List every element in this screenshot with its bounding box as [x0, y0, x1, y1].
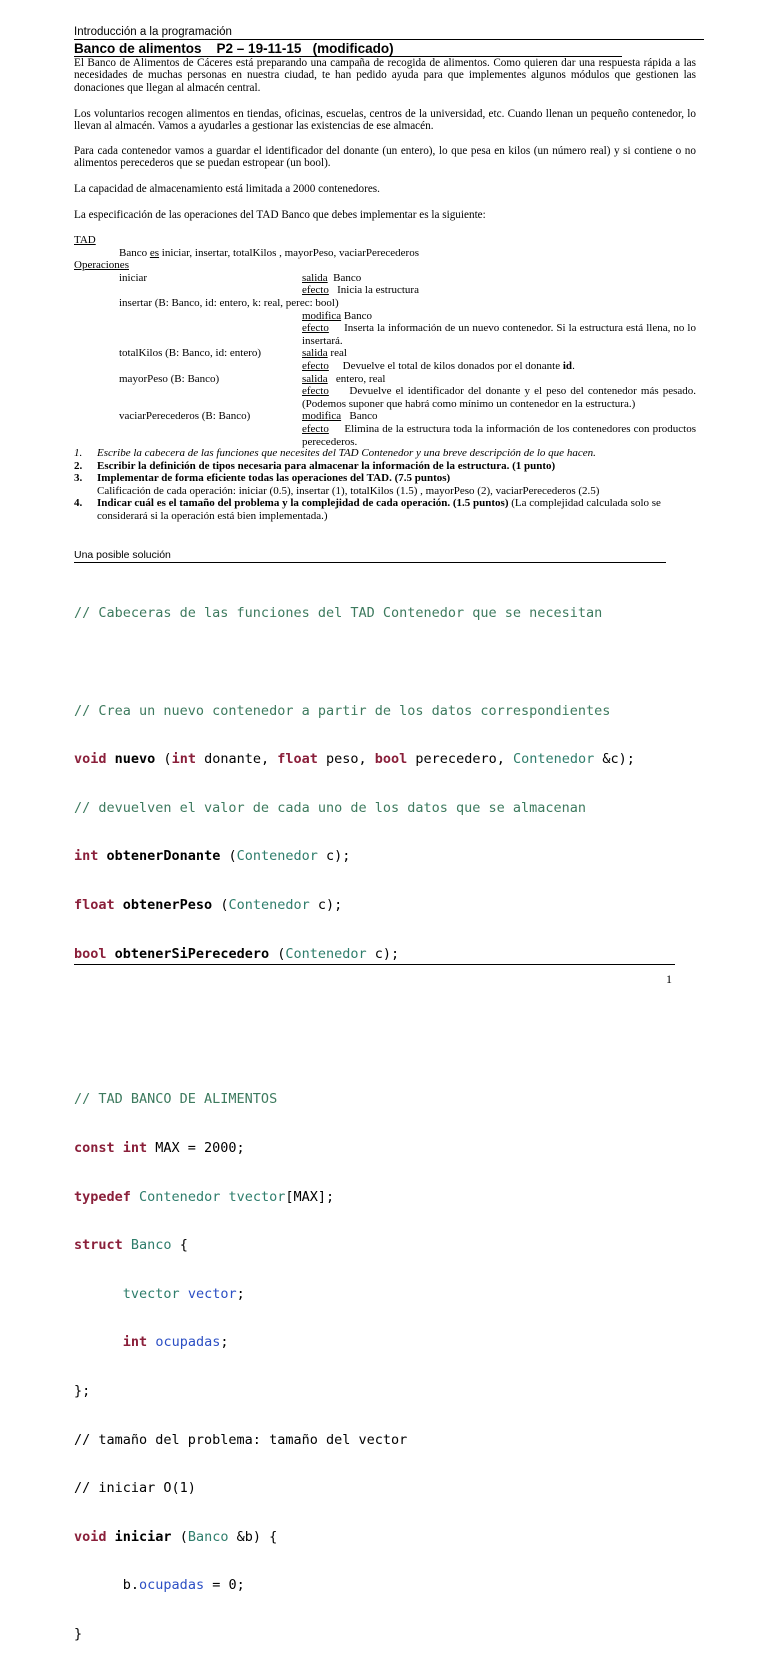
op-key: salida: [302, 347, 328, 360]
op-key: salida: [302, 271, 328, 284]
op-signature: iniciar: [119, 271, 148, 284]
op-effect-param: id: [562, 359, 573, 372]
code-text: b.: [122, 1577, 140, 1594]
code-text: = 0;: [204, 1577, 245, 1594]
code-type: Contenedor tvector: [139, 1188, 286, 1205]
op-signature: mayorPeso (B: Banco): [119, 372, 220, 385]
op-signature: insertar (B: Banco, id: entero, k: real, perec: bool): [119, 296, 339, 309]
op-effect: Inserta la información de un nuevo contenedor. Si la estructura está llena, no lo insertará.: [302, 322, 696, 347]
code-text: (: [155, 751, 172, 768]
code-keyword: const int: [74, 1139, 148, 1156]
task-subtext: Calificación de cada operación: iniciar (0.5), insertar (1), totalKilos (1.5) , mayorPeso (2), vaciarPerecederos (2.5): [97, 484, 600, 497]
op-effect-end: .: [572, 359, 575, 372]
code-type: Banco: [130, 1237, 172, 1254]
code-type: tvector: [122, 1285, 180, 1302]
running-head: Introducción a la programación: [74, 26, 704, 40]
op-value: real: [330, 347, 347, 360]
code-text: }: [74, 1625, 83, 1642]
task-list: [74, 447, 700, 523]
task-item: [74, 460, 700, 473]
task-text: Escribe la cabecera de las funciones que necesites del TAD Contenedor y una breve descripción de lo que hacen.: [97, 447, 596, 459]
code-function-name: nuevo: [114, 751, 156, 768]
tad-label: TAD: [74, 234, 96, 246]
task-text-note: (La complejidad calculada solo se considerará si la operación está bien implementada.): [97, 497, 661, 522]
code-keyword: float: [74, 896, 115, 913]
code-comment: // Crea un nuevo contenedor a partir de los datos correspondientes: [74, 702, 611, 719]
op-key: modifica: [302, 309, 342, 322]
op-signature: totalKilos (B: Banco, id: entero): [119, 347, 262, 360]
footer-rule: [74, 964, 675, 965]
code-comment: // devuelven el valor de cada uno de los datos que se almacenan: [74, 799, 587, 816]
code-type: Contenedor: [285, 945, 367, 962]
es-keyword: es: [149, 246, 160, 259]
code-text: peso,: [317, 751, 375, 768]
code-text: c);: [309, 896, 343, 913]
op-key: efecto: [302, 385, 329, 398]
intro-paragraph-4: La capacidad de almacenamiento está limitada a 2000 contenedores.: [74, 183, 380, 195]
solution-heading: Una posible solución: [74, 549, 666, 563]
code-keyword: int: [122, 1334, 148, 1351]
op-effect: Elimina de la estructura toda la información de los contenedores con productos perecederos.: [302, 422, 697, 448]
op-value: Banco: [349, 410, 378, 423]
code-text: donante,: [195, 751, 278, 768]
code-keyword: bool: [374, 751, 408, 768]
code-text: c);: [317, 848, 351, 865]
op-key: modifica: [302, 410, 342, 423]
intro-paragraph-3: Para cada contenedor vamos a guardar el identificador del donante (un entero), lo que pesa en kilos (un número real) y si contiene o no alimentos perecederos que se puedan estropear (un bool).: [74, 145, 696, 170]
task-number: 2.: [74, 459, 83, 472]
code-keyword: int: [74, 848, 99, 865]
task-number: 4.: [74, 497, 83, 510]
op-key: salida: [302, 372, 328, 385]
code-type: Contenedor: [512, 751, 595, 768]
code-function-name: obtenerDonante: [106, 848, 221, 865]
intro-paragraph-1: El Banco de Alimentos de Cáceres está preparando una campaña de recogida de alimentos. Como quieren dar una respuesta rápida a las necesidades de muchas personas en nuestra ciudad, te han pedido ayuda para que implementes algunos módulos que gestionen las donaciones que llegan al almacén central.: [74, 57, 696, 94]
code-keyword: bool: [74, 945, 107, 962]
code-block: // Cabeceras de las funciones del TAD Contenedor que se necesitan // Crea un nuevo contenedor a partir de los datos correspondientes void nuevo (int donante, float peso, bool perecedero, Contenedor &c); // devuelven el valor de cada uno de los datos que se almacenan int obtenerDonante (Contenedor c); float obtenerPeso (Contenedor c); bool obtenerSiPerecedero (Contenedor c); // TAD BANCO DE ALIMENTOS const int MAX = 2000; typedef Contenedor tvector[MAX]; struct Banco { tvector vector; int ocupadas; }; // tamaño del problema: tamaño del vector // iniciar O(1) void iniciar (Banco &b) { b.ocupadas = 0; }: [74, 605, 635, 1642]
op-effect: Devuelve el identificador del donante y el peso del contenedor más pesado. (Podemos suponer que habrá como mínimo un contenedor en la estructura.): [302, 385, 697, 410]
code-comment: // TAD BANCO DE ALIMENTOS: [74, 1091, 278, 1108]
code-text: MAX = 2000;: [147, 1139, 245, 1156]
code-comment: // iniciar O(1): [74, 1480, 196, 1497]
code-function-name: obtenerPeso: [122, 896, 213, 913]
op-value: entero, real: [335, 372, 386, 385]
op-key: efecto: [302, 322, 329, 335]
code-keyword: void: [74, 1528, 107, 1545]
code-field: vector: [187, 1285, 237, 1302]
banco-name: Banco: [119, 246, 148, 259]
task-text: Implementar de forma eficiente todas las operaciones del TAD. (7.5 puntos): [97, 472, 451, 485]
code-keyword: typedef: [74, 1188, 131, 1205]
code-function-name: iniciar: [114, 1528, 172, 1545]
intro-paragraph-2: Los voluntarios recogen alimentos en tiendas, oficinas, escuelas, centros de la universidad, etc. Cuando llenan un pequeño contenedor, lo llevan al almacén. Vamos a ayudarles a gestionar las existencias de ese almacén.: [74, 108, 696, 133]
op-key: efecto: [302, 284, 329, 297]
task-item: [74, 472, 700, 497]
code-type: Banco: [187, 1528, 229, 1545]
code-field: ocupadas: [155, 1334, 221, 1351]
code-field: ocupadas: [139, 1577, 205, 1594]
task-text: Indicar cuál es el tamaño del problema y la complejidad de cada operación. (1.5 puntos): [97, 497, 509, 510]
tad-definition: [119, 247, 419, 260]
operaciones-label: Operaciones: [74, 259, 129, 272]
op-key: efecto: [302, 359, 329, 372]
task-number: 3.: [74, 472, 83, 485]
code-keyword: float: [277, 751, 318, 768]
code-text: {: [171, 1237, 188, 1254]
code-text: &b) {: [228, 1528, 278, 1545]
code-text: perecedero,: [407, 751, 513, 768]
code-text: [MAX];: [285, 1188, 335, 1205]
banco-operations-list: iniciar, insertar, totalKilos , mayorPeso, vaciarPerecederos: [161, 246, 420, 259]
code-keyword: void: [74, 751, 107, 768]
code-function-name: obtenerSiPerecedero: [114, 945, 270, 962]
op-effect: Inicia la estructura: [337, 284, 419, 297]
task-number: 1.: [74, 447, 83, 459]
page-title: Banco de alimentos P2 – 19-11-15 (modificado): [74, 41, 622, 57]
code-type: Contenedor: [236, 848, 318, 865]
intro-paragraph-5: La especificación de las operaciones del TAD Banco que debes implementar es la siguiente:: [74, 209, 486, 221]
code-type: Contenedor: [228, 896, 310, 913]
task-item: [74, 447, 700, 460]
code-text: c);: [366, 945, 400, 962]
op-effect: Devuelve el total de kilos donados por el donante: [342, 359, 561, 372]
tad-specification: [74, 234, 700, 448]
task-item: [74, 497, 700, 522]
code-keyword: int: [171, 751, 196, 768]
op-value: Banco: [333, 271, 362, 284]
task-text: Escribir la definición de tipos necesaria para almacenar la información de la estructura. (1 punto): [97, 459, 556, 472]
op-value: Banco: [343, 309, 372, 322]
code-text: };: [74, 1382, 91, 1399]
page-number: 1: [666, 972, 672, 986]
code-comment: // Cabeceras de las funciones del TAD Contenedor que se necesitan: [74, 605, 603, 622]
code-comment: // tamaño del problema: tamaño del vector: [74, 1431, 408, 1448]
code-keyword: struct: [74, 1237, 123, 1254]
code-text: &c);: [594, 751, 635, 768]
op-signature: vaciarPerecederos (B: Banco): [119, 410, 251, 423]
op-key: efecto: [302, 422, 329, 435]
